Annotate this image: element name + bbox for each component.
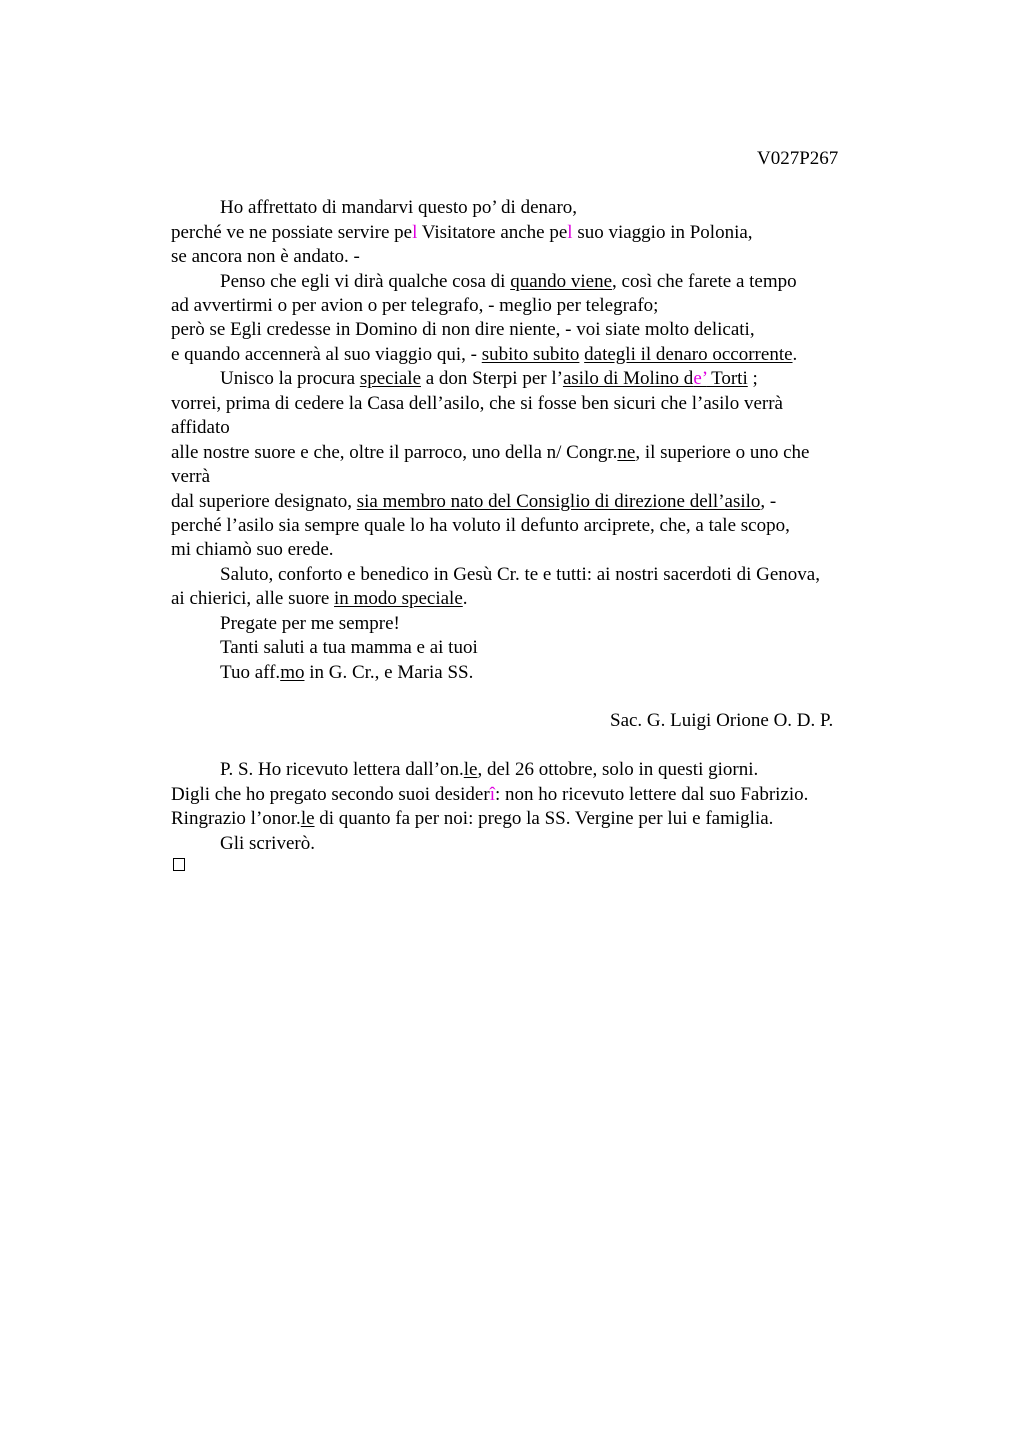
- letter-line: [171, 490, 776, 514]
- text-run: , così che farete a tempo: [612, 271, 797, 292]
- marked-letter: l: [412, 222, 418, 243]
- text-run: e quando accennerà al suo viaggio qui, -: [171, 344, 482, 365]
- text-run: suo viaggio in Polonia,: [572, 222, 753, 243]
- letter-line: Saluto, conforto e benedico in Gesù Cr. te e tutti: ai nostri sacerdoti di Genova,: [220, 564, 820, 585]
- underlined-text: ne: [617, 442, 636, 463]
- postscript-line: [171, 783, 808, 807]
- letter-line: mi chiamò suo erede.: [171, 539, 334, 560]
- document-reference: V027P267: [757, 148, 839, 169]
- text-run: , del 26 ottobre, solo in questi giorni.: [477, 759, 759, 780]
- text-run: ai chierici, alle suore: [171, 588, 335, 609]
- postscript-line: [220, 758, 758, 782]
- text-run: alle nostre suore e che, oltre il parroco, uno della n/ Congr.: [171, 442, 618, 463]
- letter-line: Ho affrettato di mandarvi questo po’ di denaro,: [220, 197, 578, 218]
- underlined-text: mo: [280, 662, 305, 683]
- text-run: ;: [747, 368, 758, 389]
- text-run: Tuo aff.: [220, 662, 281, 683]
- marked-letter: l: [567, 222, 573, 243]
- signature: Sac. G. Luigi Orione O. D. P.: [610, 710, 834, 731]
- letter-line: se ancora non è andato. -: [171, 246, 360, 267]
- postscript-line: Gli scriverò.: [220, 833, 315, 854]
- marked-letter: î: [489, 784, 495, 805]
- letter-line: verrà: [171, 466, 211, 487]
- text-run: Torti: [706, 368, 748, 389]
- letter-line: perché l’asilo sia sempre quale lo ha voluto il defunto arciprete, che, a tale scopo,: [171, 515, 790, 536]
- letter-line: Pregate per me sempre!: [220, 613, 400, 634]
- text-run: Ringrazio l’onor.: [171, 808, 301, 829]
- text-run: : non ho ricevuto lettere dal suo Fabrizio.: [494, 784, 809, 805]
- text-run: perché ve ne possiate servire pe: [171, 222, 413, 243]
- underlined-text: dategli il denaro occorrente: [584, 344, 793, 365]
- text-run: asilo di Molino d: [562, 368, 694, 389]
- letter-line: però se Egli credesse in Domino di non dire niente, - voi siate molto delicati,: [171, 319, 755, 340]
- text-run: .: [792, 344, 798, 365]
- underlined-text: le: [300, 808, 315, 829]
- text-run: in G. Cr., e Maria SS.: [304, 662, 474, 683]
- text-run: Visitatore anche pe: [417, 222, 568, 243]
- letter-line: [171, 221, 753, 245]
- underlined-text: le: [463, 759, 478, 780]
- text-run: Digli che ho pregato secondo suoi desider: [171, 784, 490, 805]
- letter-line: [220, 661, 473, 685]
- underlined-text: speciale: [359, 368, 421, 389]
- text-run: di quanto fa per noi: prego la SS. Vergine per lui e famiglia.: [314, 808, 774, 829]
- text-run: , -: [760, 491, 777, 512]
- underlined-text: [563, 368, 748, 389]
- text-run: Penso che egli vi dirà qualche cosa di: [220, 271, 511, 292]
- text-run: dal superiore designato,: [171, 491, 357, 512]
- underlined-text: in modo speciale: [334, 588, 463, 609]
- letter-line: ad avvertirmi o per avion o per telegrafo, - meglio per telegrafo;: [171, 295, 659, 316]
- letter-line: [220, 367, 758, 391]
- letter-line: [171, 587, 468, 611]
- postscript-line: [171, 807, 773, 831]
- letter-line: [220, 270, 797, 294]
- letter-line: Tanti saluti a tua mamma e ai tuoi: [220, 637, 478, 658]
- underlined-text: sia membro nato del Consiglio di direzione dell’asilo: [356, 491, 761, 512]
- letter-line: [171, 441, 809, 465]
- text-run: .: [462, 588, 468, 609]
- letter-line: [171, 343, 797, 367]
- letter-line: affidato: [171, 417, 230, 438]
- underlined-text: subito subito: [481, 344, 580, 365]
- text-run: a don Sterpi per l’: [421, 368, 563, 389]
- text-run: , il superiore o uno che: [635, 442, 810, 463]
- end-marker-box-icon: [173, 858, 185, 871]
- text-run: Unisco la procura: [220, 368, 360, 389]
- letter-line: vorrei, prima di cedere la Casa dell’asilo, che si fosse ben sicuri che l’asilo verrà: [171, 393, 783, 414]
- underlined-text: quando viene: [510, 271, 613, 292]
- marked-letter: e’: [693, 368, 707, 389]
- text-run: P. S. Ho ricevuto lettera dall’on.: [220, 759, 464, 780]
